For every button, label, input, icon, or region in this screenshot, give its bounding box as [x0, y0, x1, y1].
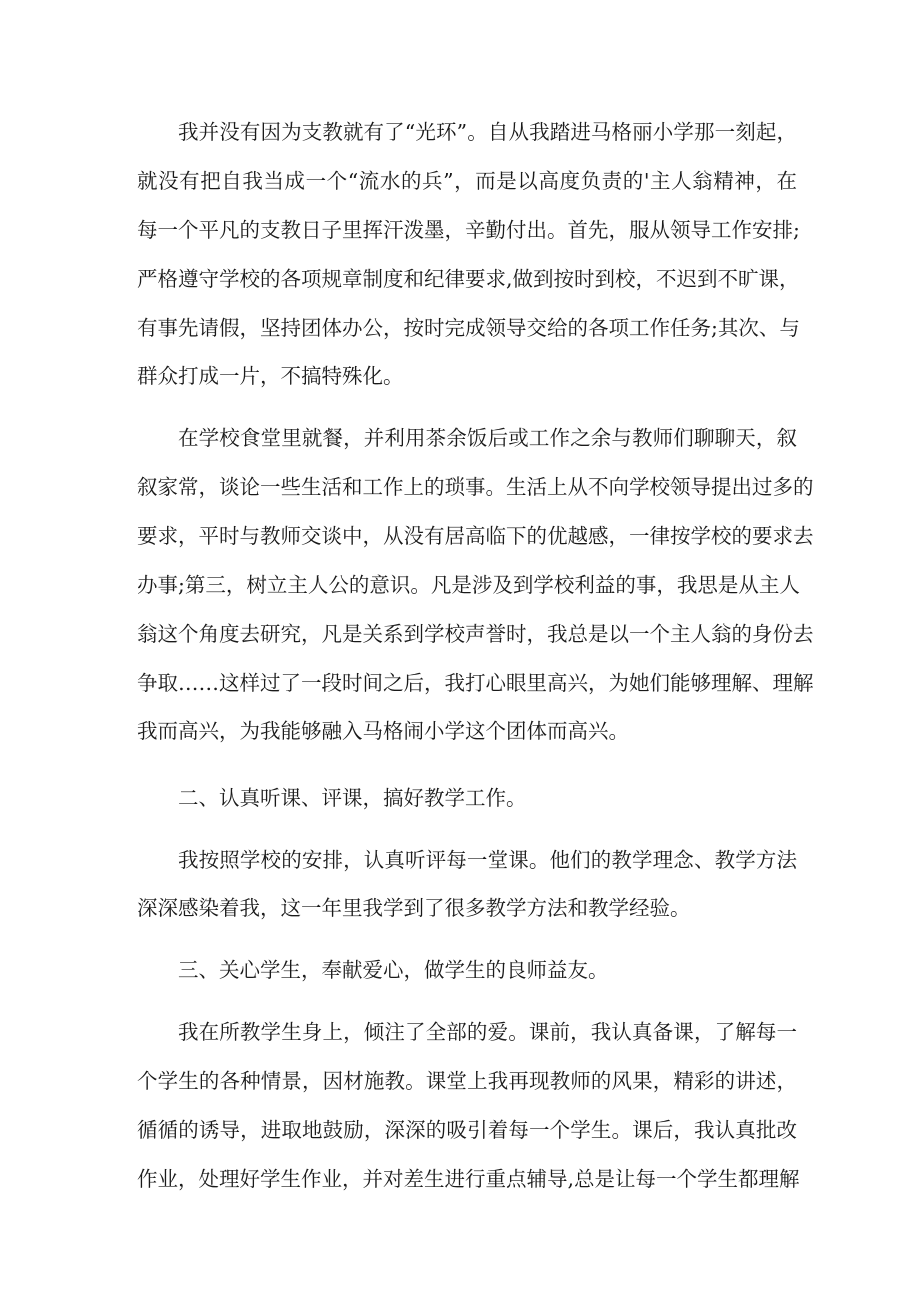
text-line: 我在所教学生身上，倾注了全部的爱。课前，我认真备课，了解每一 — [178, 1020, 797, 1044]
text-line: 个学生的各种情景，因材施教。课堂上我再现教师的风果，精彩的讲述， — [137, 1069, 797, 1093]
text-line: 深深感染着我，这一年里我学到了很多教学方法和教学经验。 — [137, 896, 691, 920]
text-line: 在学校食堂里就餐，并利用茶余饭后或工作之余与教师们聊聊天，叙 — [178, 426, 797, 450]
heading-text: 二、认真听课、评课，搞好教学工作。 — [178, 786, 527, 810]
text-line: 要求，平时与教师交谈中，从没有居高临下的优越感，一律按学校的要求去 — [137, 524, 814, 548]
text-line: 我按照学校的安排，认真听评每一堂课。他们的教学理念、教学方法 — [178, 848, 797, 872]
text-line: 作业，处理好学生作业，并对差生进行重点辅导,总是让每一个学生都理解 — [137, 1167, 800, 1191]
text-line: 翁这个角度去研究，凡是关系到学校声誉时，我总是以一个主人翁的身份去 — [137, 622, 814, 646]
text-line: 办事;第三，树立主人公的意识。凡是涉及到学校利益的事，我思是从主人 — [137, 573, 800, 597]
text-line: 我而高兴，为我能够融入马格闹小学这个团体而高兴。 — [137, 719, 629, 743]
text-line: 每一个平凡的支教日子里挥汗泼墨，辛勤付出。首先，服从领导工作安排; — [137, 218, 800, 242]
text-line: 循循的诱导，进取地鼓励，深深的吸引着每一个学生。课后，我认真批改 — [137, 1118, 797, 1142]
text-line: 有事先请假，坚持团体办公，按时完成领导交给的各项工作任务;其次、与 — [137, 316, 800, 340]
text-line: 严格遵守学校的各项规章制度和纪律要求,做到按时到校，不迟到不旷课， — [137, 267, 800, 291]
text-line: 就没有把自我当成一个“流水的兵”，而是以高度负责的'主人翁精神，在 — [137, 169, 797, 193]
text-line: 争取……这样过了一段时间之后，我打心眼里高兴，为她们能够理解、理解 — [137, 671, 814, 695]
text-line: 群众打成一片，不搞特殊化。 — [137, 364, 404, 388]
heading-text: 三、关心学生，奉献爱心，做学生的良师益友。 — [178, 958, 609, 982]
text-line: 我并没有因为支教就有了“光环”。自从我踏进马格丽小学那一刻起， — [178, 120, 797, 144]
text-line: 叙家常，谈论一些生活和工作上的琐事。生活上从不向学校领导提出过多的 — [137, 475, 814, 499]
